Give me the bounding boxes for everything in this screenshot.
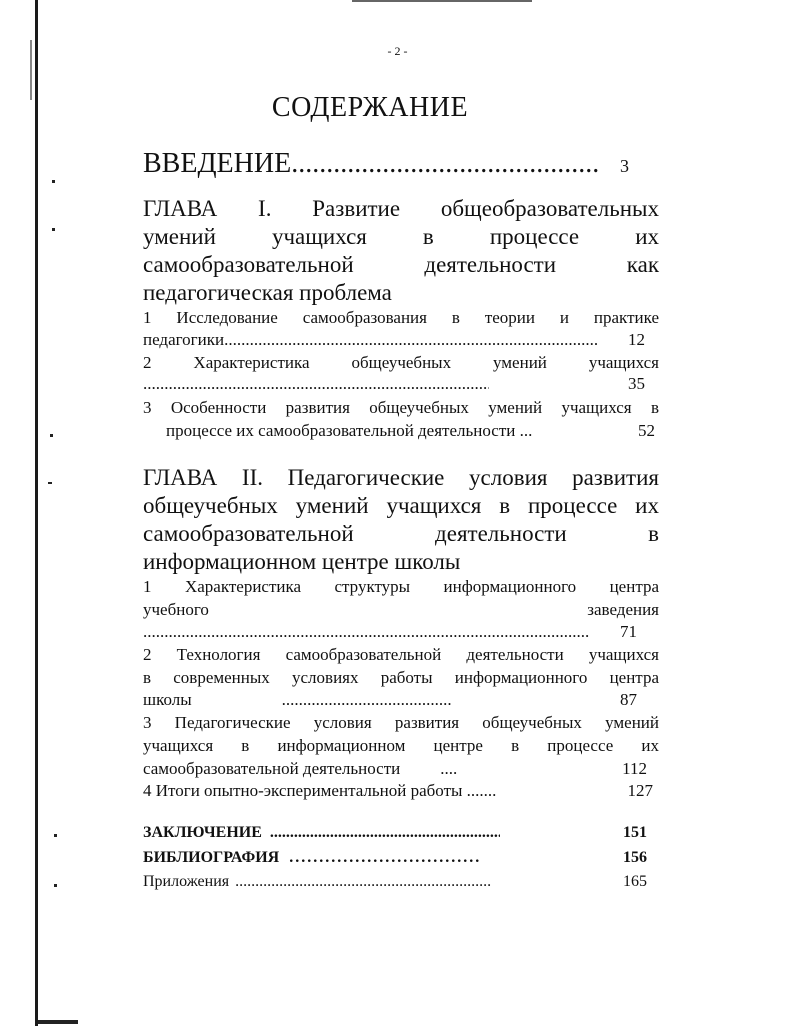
toc-page-number: 165 (623, 873, 647, 890)
toc-page-number: 127 (627, 781, 653, 800)
scan-speck (48, 482, 52, 484)
toc-page-number: 156 (623, 849, 647, 866)
toc-section-2-3-leader[interactable] (143, 759, 659, 779)
dot-leader (289, 849, 479, 867)
toc-page-number: 112 (622, 759, 647, 778)
toc-section-1-2[interactable]: 2 Характеристика общеучебных умений учащихся (143, 353, 659, 372)
toc-page-number: 35 (628, 374, 645, 393)
toc-entry-label: процессе их самообразовательной деятельности ... (166, 421, 533, 440)
chapter1-title-line: самообразовательной деятельности как (143, 252, 659, 277)
dot-leader: .... (440, 759, 458, 778)
scan-border-bottom (38, 1020, 78, 1024)
dot-leader (282, 690, 452, 710)
toc-section-1-3[interactable]: 3 Особенности развития общеучебных умений учащихся в (143, 398, 659, 417)
page-title: СОДЕРЖАНИЕ (271, 92, 469, 123)
toc-section-1-1-cont[interactable] (143, 330, 659, 350)
chapter1-title-line: умений учащихся в процессе их (143, 224, 659, 249)
toc-entry-label: 4 Итоги опытно-экспериментальной работы ....... (143, 781, 497, 800)
dot-leader (235, 873, 491, 891)
dot-leader (291, 148, 598, 180)
scan-speck (54, 884, 57, 887)
toc-page-number: 71 (620, 622, 637, 641)
page-number: - 2 - (387, 44, 408, 58)
toc-section-2-2[interactable]: 2 Технология самообразовательной деятельности учащихся (143, 645, 659, 664)
toc-entry-label: ВВЕДЕНИЕ (143, 148, 292, 179)
toc-page-number: 3 (620, 156, 629, 176)
chapter2-title-line: ГЛАВА II. Педагогические условия развития (143, 465, 659, 490)
scan-speck (52, 228, 55, 231)
toc-section-2-3[interactable]: 3 Педагогические условия развития общеучебных умений (143, 713, 659, 732)
toc-section-2-3-cont[interactable]: учащихся в информационном центре в процессе их (143, 736, 659, 755)
toc-page-number: 52 (638, 421, 655, 440)
toc-section-1-3-cont[interactable] (166, 421, 659, 441)
toc-entry-appendices[interactable] (143, 873, 659, 891)
chapter2-title-line: информационном центре школы (143, 549, 461, 574)
toc-section-2-1[interactable]: 1 Характеристика структуры информационного центра (143, 577, 659, 596)
toc-entry-label: педагогики (143, 330, 225, 349)
toc-entry-conclusion[interactable] (143, 824, 659, 842)
toc-section-1-2-cont[interactable] (143, 374, 659, 394)
toc-entry-label: Приложения (143, 873, 230, 890)
chapter2-title-line: самообразовательной деятельности в (143, 521, 659, 546)
toc-entry-label: учебного (143, 600, 209, 619)
toc-page-number: 87 (620, 690, 637, 709)
dot-leader (143, 622, 590, 642)
dot-leader (270, 824, 500, 842)
dot-leader (143, 374, 489, 394)
chapter1-title-line: педагогическая проблема (143, 280, 392, 305)
chapter2-title-line: общеучебных умений учащихся в процессе их (143, 493, 659, 518)
toc-section-1-1[interactable]: 1 Исследование самообразования в теории и практике (143, 308, 659, 327)
scan-speck (52, 180, 55, 183)
toc-entry-label: школы (143, 690, 192, 709)
toc-page-number: 12 (628, 330, 645, 349)
scan-speck (50, 434, 53, 437)
dot-leader (224, 330, 598, 350)
scan-border-left (35, 0, 38, 1026)
toc-entry-intro[interactable] (143, 148, 659, 180)
toc-entry-label: ЗАКЛЮЧЕНИЕ (143, 824, 262, 841)
toc-section-2-1-cont[interactable] (143, 600, 659, 620)
toc-section-2-2-leader[interactable] (143, 690, 659, 710)
toc-page-number: 151 (623, 824, 647, 841)
scan-speck (54, 834, 57, 837)
toc-entry-label: самообразовательной деятельности (143, 759, 401, 778)
toc-entry-bibliography[interactable] (143, 849, 659, 867)
chapter1-title-line: ГЛАВА I. Развитие общеобразовательных (143, 196, 659, 221)
toc-section-2-4[interactable] (143, 781, 659, 801)
toc-section-2-2-cont[interactable]: в современных условиях работы информационного центра (143, 668, 659, 687)
toc-entry-label: БИБЛИОГРАФИЯ (143, 849, 280, 866)
scan-border-top (352, 0, 532, 2)
toc-section-2-1-leader[interactable] (143, 622, 659, 642)
toc-entry-label: заведения (587, 600, 659, 619)
